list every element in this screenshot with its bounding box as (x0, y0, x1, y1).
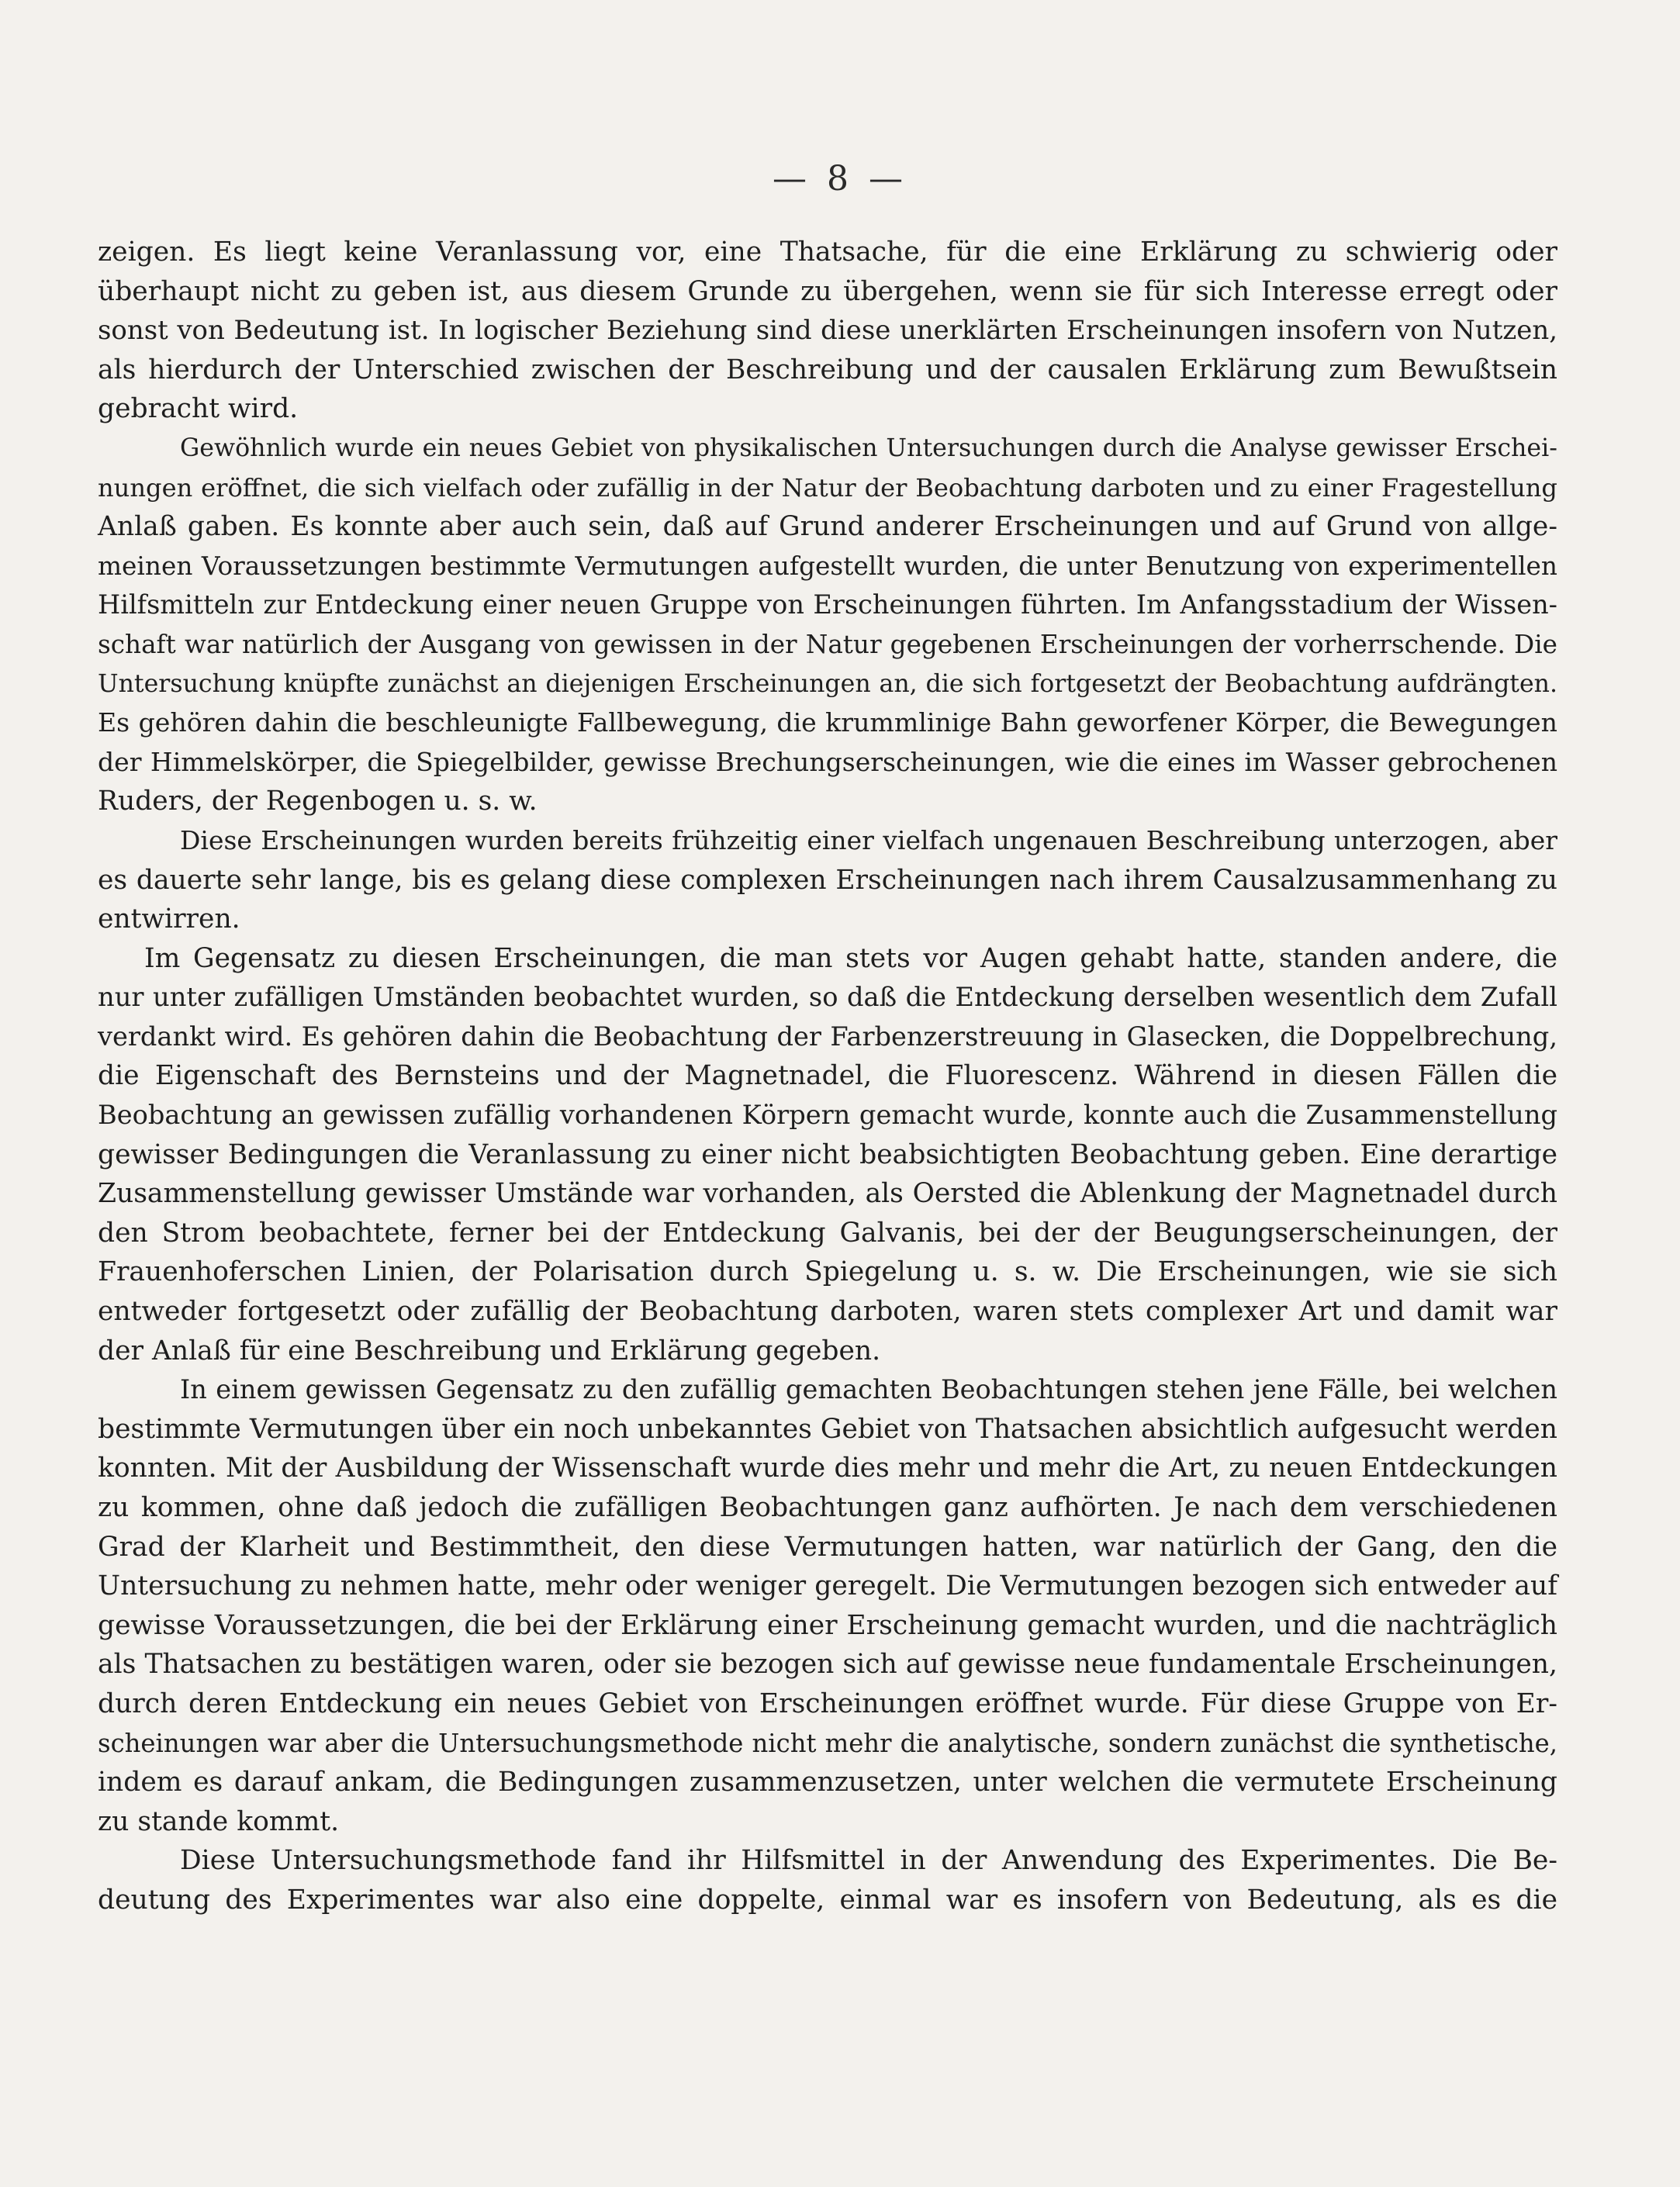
text-line: bestimmte Vermutungen über ein noch unbekanntes Gebiet von Thatsachen absichtlich aufgesucht werden (98, 1413, 1557, 1445)
body-text (98, 233, 1557, 1920)
text-line: Untersuchung knüpfte zunächst an diejenigen Erscheinungen an, die sich fortgesetzt der Beobachtung aufdrängten. (98, 669, 1557, 698)
paragraph-6 (98, 1841, 1557, 1919)
text-line: Ruders, der Regenbogen u. s. w. (98, 786, 538, 817)
text-line: durch deren Entdeckung ein neues Gebiet von Erscheinungen eröffnet wurde. Für diese Gruppe von Er- (98, 1688, 1557, 1719)
text-line: indem es darauf ankam, die Bedingungen zusammenzusetzen, unter welchen die vermutete Erscheinung (98, 1767, 1557, 1798)
text-line: entwirren. (98, 903, 240, 935)
text-line: Diese Erscheinungen wurden bereits frühzeitig einer vielfach ungenauen Beschreibung unterzogen, aber (180, 824, 1557, 855)
text-line: Hilfsmitteln zur Entdeckung einer neuen Gruppe von Erscheinungen führten. Im Anfangsstadium der Wissen- (98, 589, 1557, 620)
text-line: Untersuchung zu nehmen hatte, mehr oder weniger geregelt. Die Vermutungen bezogen sich entweder auf (98, 1570, 1557, 1602)
text-line: der Anlaß für eine Beschreibung und Erklärung gegeben. (98, 1335, 881, 1366)
text-line: meinen Voraussetzungen bestimmte Vermutungen aufgestellt wurden, die unter Benutzung von experimentellen (98, 551, 1557, 581)
text-line: zeigen. Es liegt keine Veranlassung vor, eine Thatsache, für die eine Erklärung zu schwierig oder (98, 237, 1557, 268)
paragraph-5 (98, 1370, 1557, 1841)
text-line: überhaupt nicht zu geben ist, aus diesem Grunde zu übergehen, wenn sie für sich Interesse erregt oder (98, 275, 1557, 307)
text-line: gebracht wird. (98, 393, 299, 425)
text-line: die Eigenschaft des Bernsteins und der Magnetnadel, die Fluorescenz. Während in diesen Fällen die (98, 1060, 1557, 1092)
text-line: den Strom beobachtete, ferner bei der Entdeckung Galvanis, bei der der Beugungserscheinungen, der (98, 1217, 1557, 1249)
text-line: entweder fortgesetzt oder zufällig der Beobachtung darboten, waren stets complexer Art und damit war (98, 1296, 1557, 1328)
text-line: schaft war natürlich der Ausgang von gewissen in der Natur gegebenen Erscheinungen der vorherrschende. Die (98, 629, 1557, 659)
text-line: nungen eröffnet, die sich vielfach oder zufällig in der Natur der Beobachtung darboten und zu einer Fragestellung (98, 472, 1557, 503)
text-line: der Himmelskörper, die Spiegelbilder, gewisse Brechungserscheinungen, wie die eines im Wasser gebrochenen (98, 746, 1557, 777)
text-line: Anlaß gaben. Es konnte aber auch sein, daß auf Grund anderer Erscheinungen und auf Grund von allge- (98, 511, 1557, 543)
text-line: konnten. Mit der Ausbildung der Wissenschaft wurde dies mehr und mehr die Art, zu neuen Entdeckungen (98, 1453, 1557, 1484)
paragraph-2 (98, 429, 1557, 821)
text-line: Es gehören dahin die beschleunigte Fallbewegung, die krummlinige Bahn geworfener Körper, die Bewegungen (98, 707, 1557, 738)
text-line: als hierdurch der Unterschied zwischen der Beschreibung und der causalen Erklärung zum Bewußtsein (98, 354, 1557, 385)
paragraph-1 (98, 233, 1557, 429)
text-line: deutung des Experimentes war also eine doppelte, einmal war es insofern von Bedeutung, als es die (98, 1884, 1557, 1916)
text-line: es dauerte sehr lange, bis es gelang diese complexen Erscheinungen nach ihrem Causalzusammenhang zu (98, 864, 1557, 896)
text-line: zu stande kommt. (98, 1805, 340, 1837)
text-line: Diese Untersuchungsmethode fand ihr Hilfsmittel in der Anwendung des Experimentes. Die Be- (180, 1845, 1557, 1877)
text-line: Grad der Klarheit und Bestimmtheit, den diese Vermutungen hatten, war natürlich der Gang, den die (98, 1531, 1557, 1563)
paragraph-4 (98, 939, 1557, 1371)
text-line: nur unter zufälligen Umständen beobachtet wurden, so daß die Entdeckung derselben wesentlich dem Zufall (98, 982, 1557, 1013)
text-line: Frauenhoferschen Linien, der Polarisation durch Spiegelung u. s. w. Die Erscheinungen, wie sie sich (98, 1256, 1557, 1288)
text-line: Gewöhnlich wurde ein neues Gebiet von physikalischen Untersuchungen durch die Analyse gewisser Erschei- (180, 434, 1557, 462)
paragraph-3 (98, 821, 1557, 939)
text-line: In einem gewissen Gegensatz zu den zufällig gemachten Beobachtungen stehen jene Fälle, bei welchen (180, 1374, 1557, 1405)
text-line: als Thatsachen zu bestätigen waren, oder sie bezogen sich auf gewisse neue fundamentale Erscheinungen, (98, 1649, 1557, 1681)
text-line: Im Gegensatz zu diesen Erscheinungen, die man stets vor Augen gehabt hatte, standen andere, die (144, 942, 1557, 974)
text-line: scheinungen war aber die Untersuchungsmethode nicht mehr die analytische, sondern zunächst die synthetische, (98, 1728, 1557, 1758)
text-line: Beobachtung an gewissen zufällig vorhandenen Körpern gemacht wurde, konnte auch die Zusammenstellung (98, 1100, 1557, 1131)
text-line: Zusammenstellung gewisser Umstände war vorhanden, als Oersted die Ablenkung der Magnetnadel durch (98, 1178, 1557, 1210)
page-number: — 8 — (773, 159, 907, 199)
text-line: zu kommen, ohne daß jedoch die zufälligen Beobachtungen ganz aufhörten. Je nach dem verschiedenen (98, 1492, 1557, 1523)
text-line: gewisse Voraussetzungen, die bei der Erklärung einer Erscheinung gemacht wurden, und die nachträglich (98, 1609, 1557, 1641)
text-line: verdankt wird. Es gehören dahin die Beobachtung der Farbenzerstreuung in Glasecken, die Doppelbrechung, (98, 1021, 1557, 1052)
text-line: sonst von Bedeutung ist. In logischer Beziehung sind diese unerklärten Erscheinungen insofern von Nutzen, (98, 315, 1557, 347)
text-line: gewisser Bedingungen die Veranlassung zu einer nicht beabsichtigten Beobachtung geben. Eine derartige (98, 1138, 1557, 1170)
